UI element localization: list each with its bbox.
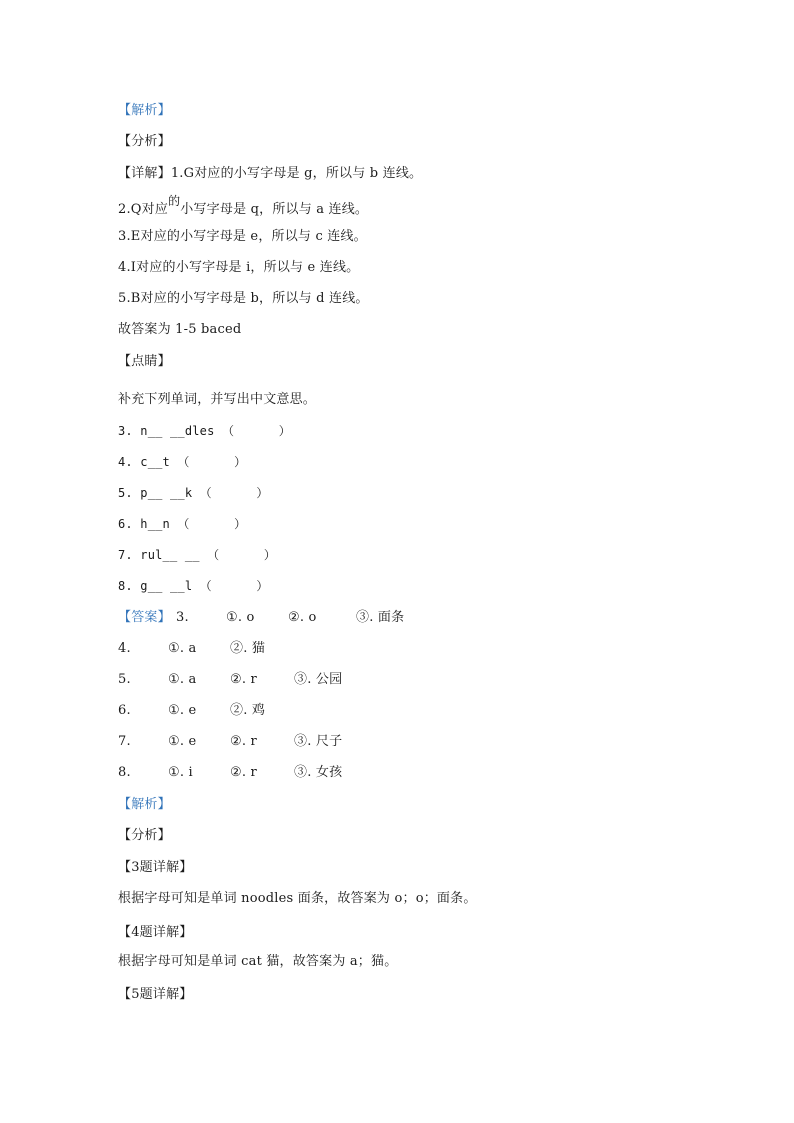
answer-summary: [118, 320, 241, 340]
detail-text-1: 1.G对应的小写字母是 g，所以与 b 连线。: [170, 166, 423, 181]
question-item: 6. h__n （ ）: [118, 517, 247, 531]
answer-part-b: ②. r: [230, 765, 257, 780]
question-item: 4. c__t （ ）: [118, 455, 247, 469]
detail-text-2-sup: 的: [168, 194, 181, 208]
answer-row: [118, 670, 438, 690]
answer-part-b: ②. r: [230, 672, 257, 687]
q4-detail-text: 根据字母可知是单词 cat 猫，故答案为 a；猫。: [118, 954, 398, 969]
detail-line-2: [118, 194, 369, 220]
answer-part-c: ③. 尺子: [294, 734, 343, 749]
breakdown-heading-2: 【分析】: [118, 828, 171, 843]
detail-line-5: 5.B对应的小写字母是 b，所以与 d 连线。: [118, 291, 369, 306]
answer-row: [118, 701, 438, 721]
answer-part-b: ②. r: [230, 734, 257, 749]
answer-num: 4.: [118, 641, 131, 656]
answer-part-a: ①. e: [168, 734, 197, 749]
detail-text-2a: 2.Q对应: [118, 202, 169, 217]
answer-num: 8.: [118, 765, 131, 780]
answer-num: 5.: [118, 672, 131, 687]
answer-part-b: ②. o: [288, 610, 317, 625]
answer-part-c: ③. 公园: [294, 672, 343, 687]
q3-detail-text: 根据字母可知是单词 noodles 面条，故答案为 o；o；面条。: [118, 891, 477, 906]
answer-part-a: ①. i: [168, 765, 193, 780]
answer-part-a: ①. a: [168, 672, 197, 687]
q5-detail-heading: 【5题详解】: [118, 987, 193, 1002]
answer-part-c: ③. 面条: [356, 610, 405, 625]
question-item: 5. p__ __k （ ）: [118, 486, 269, 500]
answer-part-a: ①. a: [168, 641, 197, 656]
answer-num: 6.: [118, 703, 131, 718]
answer-part-c: ③. 女孩: [294, 765, 343, 780]
comment-heading: 【点睛】: [118, 354, 171, 369]
answer-row: [118, 608, 438, 628]
answer-num: 7.: [118, 734, 131, 749]
analysis-heading-2: 【解析】: [118, 797, 171, 812]
question-instruction: 补充下列单词，并写出中文意思。: [118, 392, 317, 407]
q4-detail-heading: 【4题详解】: [118, 925, 193, 940]
answer-num: 3.: [176, 610, 189, 625]
question-item: 7. rul__ __ （ ）: [118, 548, 277, 562]
q3-detail-heading: 【3题详解】: [118, 860, 193, 875]
answer-row: [118, 639, 438, 659]
analysis-heading: 【解析】: [118, 103, 171, 118]
question-item: 3. n__ __dles （ ）: [118, 424, 291, 438]
answer-part-b: ②. 猫: [230, 641, 266, 656]
answer-part-b: ②. 鸡: [230, 703, 266, 718]
answer-summary-text: 故答案为 1-5 baced: [118, 322, 242, 337]
answer-part-a: ①. e: [168, 703, 197, 718]
detail-line-4: 4.I对应的小写字母是 i，所以与 e 连线。: [118, 260, 360, 275]
detail-heading: 【详解】: [118, 166, 171, 181]
detail-text-2b: 小写字母是 q，所以与 a 连线。: [180, 202, 369, 217]
answer-row: [118, 732, 438, 752]
breakdown-heading: 【分析】: [118, 134, 171, 149]
detail-line-3: 3.E对应的小写字母是 e，所以与 c 连线。: [118, 229, 367, 244]
answer-row: [118, 763, 438, 783]
answer-part-a: ①. o: [226, 610, 255, 625]
answer-heading: 【答案】: [118, 610, 171, 625]
detail-line-1: [118, 164, 422, 184]
question-item: 8. g__ __l （ ）: [118, 579, 269, 593]
